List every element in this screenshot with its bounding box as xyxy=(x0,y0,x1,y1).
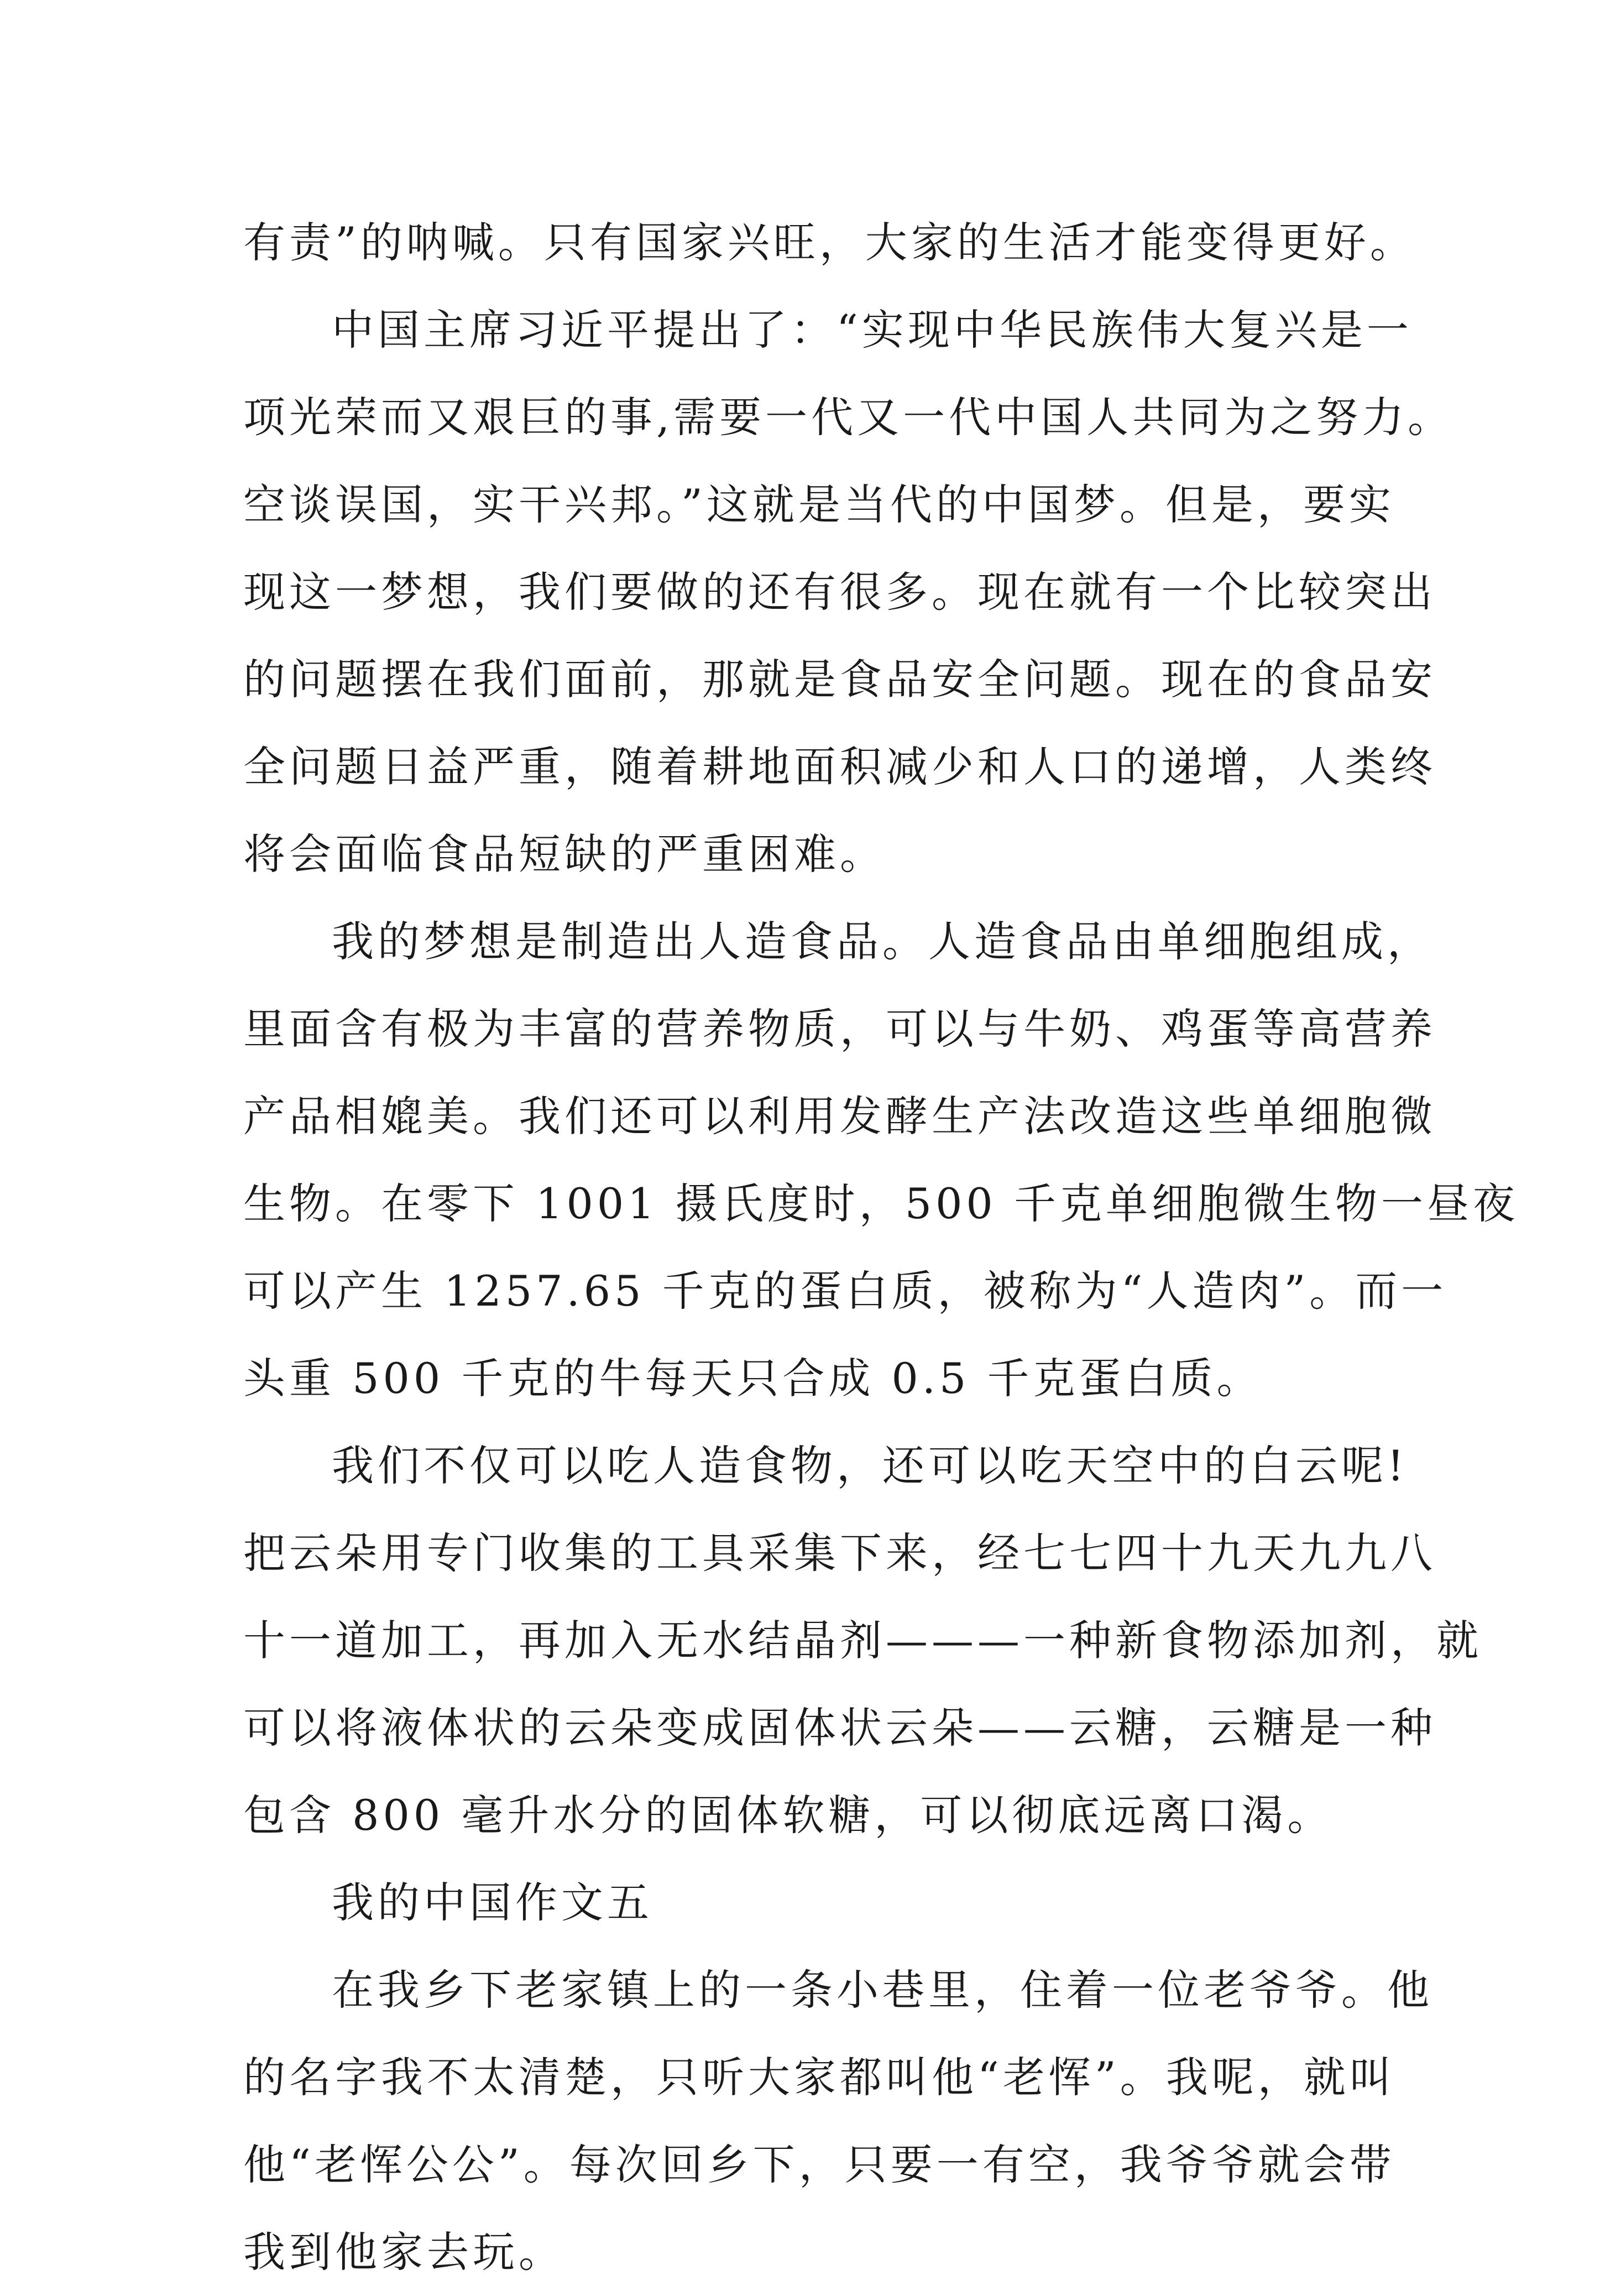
text-line: 全问题日益严重，随着耕地面积减少和人口的递增，人类终 xyxy=(243,742,1436,791)
text-line: 现这一梦想，我们要做的还有很多。现在就有一个比较突出 xyxy=(243,567,1436,617)
text-line: 的名字我不太清楚，只听大家都叫他“老恽”。我呢，就叫 xyxy=(243,2053,1395,2102)
text-line: 产品相媲美。我们还可以利用发酵生产法改造这些单细胞微 xyxy=(243,1092,1436,1141)
text-line: 可以将液体状的云朵变成固体状云朵——云糖，云糖是一种 xyxy=(243,1703,1436,1752)
paragraph-start-line: 中国主席习近平提出了：“实现中华民族伟大复兴是一 xyxy=(332,305,1413,354)
document-body xyxy=(243,199,1519,2296)
paragraph-start-line: 我的梦想是制造出人造食品。人造食品由单细胞组成， xyxy=(332,917,1433,966)
text-line: 我到他家去玩。 xyxy=(243,2227,564,2277)
text-line: 生物。在零下 1001 摄氏度时，500 千克单细胞微生物一昼夜 xyxy=(243,1179,1519,1228)
text-line: 有责”的呐喊。只有国家兴旺，大家的生活才能变得更好。 xyxy=(243,218,1416,267)
text-line: 的问题摆在我们面前，那就是食品安全问题。现在的食品安 xyxy=(243,655,1436,704)
text-line: 头重 500 千克的牛每天只合成 0.5 千克蛋白质。 xyxy=(243,1354,1263,1403)
paragraph-start-line: 我们不仅可以吃人造食物，还可以吃天空中的白云呢! xyxy=(332,1441,1408,1490)
section-heading: 我的中国作文五 xyxy=(332,1878,653,1927)
text-line: 他“老恽公公”。每次回乡下，只要一有空，我爷爷就会带 xyxy=(243,2140,1395,2189)
text-line: 十一道加工，再加入无水结晶剂———一种新食物添加剂，就 xyxy=(243,1616,1482,1665)
text-line: 项光荣而又艰巨的事,需要一代又一代中国人共同为之努力。 xyxy=(243,393,1454,442)
paragraph-start-line: 在我乡下老家镇上的一条小巷里，住着一位老爷爷。他 xyxy=(332,1965,1433,2015)
text-line: 里面含有极为丰富的营养物质，可以与牛奶、鸡蛋等高营养 xyxy=(243,1004,1436,1053)
text-line: 可以产生 1257.65 千克的蛋白质，被称为“人造肉”。而一 xyxy=(243,1266,1447,1316)
text-line: 将会面临食品短缺的严重困难。 xyxy=(243,829,886,879)
text-line: 空谈误国，实干兴邦。”这就是当代的中国梦。但是，要实 xyxy=(243,480,1395,529)
text-line: 把云朵用专门收集的工具采集下来，经七七四十九天九九八 xyxy=(243,1528,1436,1578)
text-line: 包含 800 毫升水分的固体软糖，可以彻底远离口渴。 xyxy=(243,1791,1334,1840)
